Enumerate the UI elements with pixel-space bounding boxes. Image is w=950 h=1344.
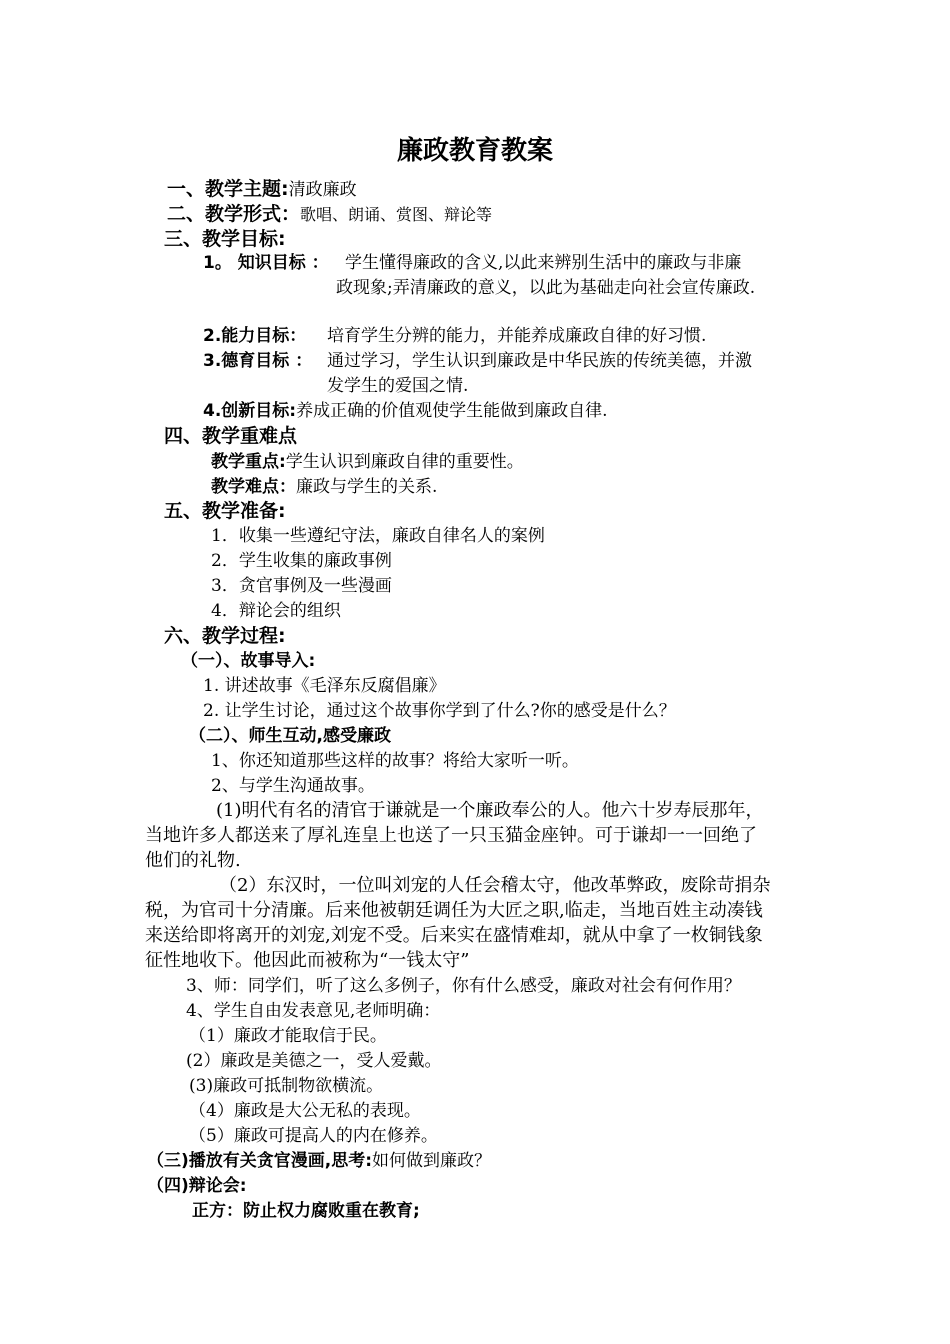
goal-innovation-text: 养成正确的价值观使学生能做到廉政自律.	[296, 401, 608, 421]
section-5-label: 五、教学准备:	[164, 500, 286, 522]
goal-moral-label: 3.德育目标 ：	[203, 351, 313, 371]
part-2-label: （二）、师生互动,感受廉政	[189, 726, 391, 746]
section-1	[167, 178, 357, 201]
conclusion-point: （5）廉政可提高人的内在修养。	[189, 1126, 438, 1146]
part-3-text: 如何做到廉政？	[372, 1151, 492, 1171]
section-1-label: 一、教学主题:	[167, 178, 289, 200]
key-point	[211, 451, 524, 473]
difficult-point-label: 教学难点：	[211, 477, 296, 497]
part-3	[147, 1150, 491, 1172]
story-1-line: 当地许多人都送来了厚礼连皇上也送了一只玉猫金座钟。可于谦却一一回绝了	[145, 825, 757, 846]
goal-moral-line2: 发学生的爱国之情.	[327, 376, 469, 396]
goal-ability-label: 2.能力目标：	[203, 326, 307, 346]
part-1-item: 1. 讲述故事《毛泽东反腐倡廉》	[203, 676, 446, 696]
conclusion-point: （4）廉政是大公无私的表现。	[189, 1101, 421, 1121]
goal-moral	[203, 350, 752, 372]
story-2-line: 来送给即将离开的刘宠,刘宠不受。后来实在盛情难却，就从中拿了一枚铜钱象	[145, 925, 763, 946]
goal-innovation-label: 4.创新目标:	[203, 401, 297, 421]
part-1-item: 2. 让学生讨论，通过这个故事你学到了什么?你的感受是什么？	[203, 701, 676, 721]
part-4-label: （四)辩论会:	[147, 1176, 247, 1196]
section-6-label: 六、教学过程:	[164, 625, 286, 647]
prep-item: 4．辩论会的组织	[211, 601, 341, 621]
difficult-point	[211, 476, 437, 498]
story-1-line: 他们的礼物.	[145, 850, 241, 871]
debate-pro-side: 正方：防止权力腐败重在教育;	[192, 1201, 420, 1221]
document-title: 廉政教育教案	[396, 136, 553, 166]
part-2-item: 3、师：同学们，听了这么多例子，你有什么感受，廉政对社会有何作用？	[186, 976, 741, 996]
goal-ability-text: 培育学生分辨的能力，并能养成廉政自律的好习惯.	[327, 326, 707, 346]
section-2-text: 歌唱、朗诵、赏图、辩论等	[300, 205, 493, 224]
key-point-label: 教学重点:	[211, 452, 286, 472]
prep-item: 3．贪官事例及一些漫画	[211, 576, 392, 596]
conclusion-point: (2）廉政是美德之一，受人爱戴。	[186, 1051, 442, 1071]
prep-item: 2．学生收集的廉政事例	[211, 551, 392, 571]
prep-item: 1．收集一些遵纪守法，廉政自律名人的案例	[211, 526, 545, 546]
part-2-item: 2、与学生沟通故事。	[211, 776, 375, 796]
story-2-line: 税，为官司十分清廉。后来他被朝廷调任为大匠之职,临走，当地百姓主动凑钱	[145, 900, 763, 921]
goal-ability	[203, 325, 706, 347]
goal-innovation	[203, 400, 608, 422]
part-3-label: （三)播放有关贪官漫画,思考:	[147, 1151, 373, 1171]
difficult-point-text: 廉政与学生的关系.	[296, 477, 438, 497]
goal-knowledge-line2: 政现象;弄清廉政的意义，以此为基础走向社会宣传廉政.	[336, 278, 756, 298]
part-2-item: 1、你还知道那些这样的故事？将给大家听一听。	[211, 751, 579, 771]
story-1-line: (1)明代有名的清官于谦就是一个廉政奉公的人。他六十岁寿辰那年，	[216, 800, 764, 821]
part-1-label: （一）、故事导入:	[181, 651, 316, 671]
story-2-line: （2）东汉时，一位叫刘宠的人任会稽太守，他改革弊政，废除苛捐杂	[219, 875, 771, 896]
section-2	[167, 203, 492, 226]
goal-moral-line1: 通过学习，学生认识到廉政是中华民族的传统美德，并激	[327, 351, 752, 371]
story-2-line: 征性地收下。他因此而被称为“一钱太守”	[145, 950, 470, 971]
goal-knowledge-label: 1。 知识目标 ：	[203, 253, 329, 273]
section-4-label: 四、教学重难点	[164, 425, 298, 447]
part-2-item: 4、学生自由发表意见,老师明确：	[186, 1001, 441, 1021]
key-point-text: 学生认识到廉政自律的重要性。	[285, 452, 524, 472]
section-2-label: 二、教学形式：	[167, 203, 301, 225]
goal-knowledge-line1: 学生懂得廉政的含义,以此来辨别生活中的廉政与非廉	[345, 253, 742, 273]
conclusion-point: （1）廉政才能取信于民。	[189, 1026, 387, 1046]
conclusion-point: (3)廉政可抵制物欲横流。	[189, 1076, 384, 1096]
section-3-label: 三、教学目标:	[164, 228, 286, 250]
goal-knowledge	[203, 252, 741, 274]
section-1-text: 清政廉政	[288, 180, 357, 200]
